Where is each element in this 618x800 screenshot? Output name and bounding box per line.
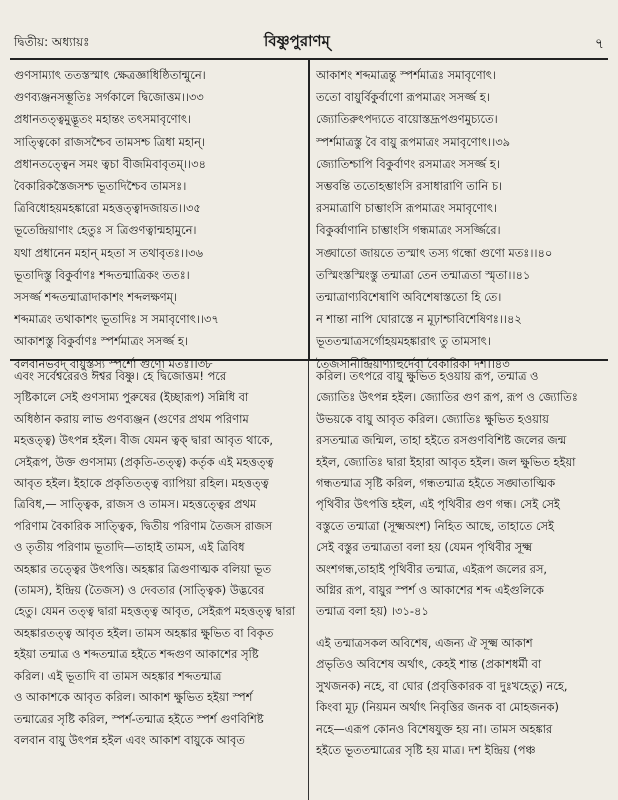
prose-line: ও আকাশকে আবৃত করিল। আকাশ ক্ষুভিত হইয়া স্পর্শ bbox=[14, 690, 253, 705]
prose-line: হেতু। যেমন তত্ত্ব দ্বারা মহত্তত্ত্ব আবৃত, সেইরূপ মহত্তত্ত্ব দ্বারা bbox=[14, 604, 296, 619]
verse-line: স্পর্শমাত্রস্তু বৈ বায়ু রূপমাত্রং সমাবৃণোৎ।।৩৯ bbox=[316, 134, 510, 149]
prose-line: নহে—এরূপ কোনও বিশেষযুক্ত হয় না। তামস অহঙ্কার bbox=[316, 721, 553, 736]
verse-line: জ্যোতিশ্চাপি বিকুর্বাণং রসমাত্রং সসর্জ্জ হ। bbox=[316, 156, 500, 171]
prose-line: এই তন্মাত্রসকল অবিশেষ, এজন্য ঐ সূক্ষ্ম আকাশ bbox=[316, 635, 533, 650]
verse-line: ন শান্তা নাপি ঘোরাস্তে ন মূঢ়াশ্চাবিশেষিণঃ।।৪২ bbox=[316, 312, 522, 327]
prose-line: করিল। এই ভূতাদি বা তামস অহঙ্কার শব্দতন্মাত্র bbox=[14, 668, 222, 683]
verse-line: সাত্ত্বিকো রাজসশ্চৈব তামসশ্চ ত্রিধা মহান্। bbox=[14, 134, 206, 149]
prose-line: তন্মাত্রের সৃষ্টি করিল, স্পর্শ-তন্মাত্র হইতে স্পর্শ গুণবিশিষ্ট bbox=[14, 711, 264, 726]
prose-line: অহঙ্কারতত্ত্ব আবৃত হইল। তামস অহঙ্কার ক্ষুভিত বা বিকৃত bbox=[14, 625, 274, 640]
prose-line: অধিষ্ঠান করায় লাভ গুণব্যঞ্জন (গুণের প্রথম পরিণাম bbox=[14, 411, 249, 426]
prose-line: উভয়কে বায়ু আবৃত করিল। জ্যোতিঃ ক্ষুভিত হওয়ায় bbox=[316, 411, 549, 426]
verse-line: জ্যোতিরুৎপদ্যতে বায়োস্তদ্রূপগুণমুচ্যতে। bbox=[316, 112, 498, 127]
commentary-right-column bbox=[316, 366, 612, 761]
prose-line: এবং সর্বেশ্বরেরও ঈশ্বর বিষ্ণু। হে দ্বিজোত্তম! পরে bbox=[14, 369, 227, 383]
verse-line: গুণসাম্যাৎ ততস্তস্মাৎ ক্ষেত্রজ্ঞাধিষ্ঠিতান্মুনে। bbox=[14, 68, 206, 82]
verse-line: গুণব্যঞ্জনসম্ভূতিঃ সর্গকালে দ্বিজোত্তম।।৩৩ bbox=[14, 90, 204, 105]
prose-line: কিংবা মূঢ় (নিয়মন অর্থাৎ নিবৃত্তির জনক বা মোহজনক) bbox=[316, 700, 559, 715]
prose-line: সুখজনক) নহে, বা ঘোর (প্রবৃত্তিকারক বা দুঃখহেতু) নহে, bbox=[316, 678, 568, 693]
verse-line: তৈজসানীন্দ্রিয়াণ্যাহুর্দেবা বৈকারিকা দশ।।৪৩ bbox=[316, 356, 510, 371]
verse-line: রসমাত্রাণি চাম্ভাংসি রূপমাত্রং সমাবৃণোৎ। bbox=[316, 201, 497, 216]
verse-line: আকাশস্তু বিকুর্বাণঃ স্পর্শমাত্রং সসর্জ্জ হ। bbox=[14, 334, 188, 349]
commentary-left-column bbox=[14, 366, 304, 751]
prose-line: হইল, জ্যোতিঃ দ্বারা ইহারা আবৃত হইল। জল ক্ষুভিত হইয়া bbox=[316, 454, 576, 469]
verse-line: আকাশং শব্দমাত্রন্তু স্পর্শমাত্রঃ সমাবৃণোৎ। bbox=[316, 68, 496, 82]
prose-line: জ্যোতিঃ উৎপন্ন হইল। জ্যোতির গুণ রূপ, রূপ ও জ্যোতিঃ bbox=[316, 390, 578, 405]
prose-line: বস্তুতে তন্মাত্রা (সূক্ষ্মঅংশ) নিহিত আছে, তাহাতে সেই bbox=[316, 518, 554, 533]
prose-line: অহঙ্কার তত্ত্বের উৎপত্তি। অহঙ্কার ত্রিগুণাত্মক বলিয়া ভূত bbox=[14, 561, 272, 576]
prose-column-divider bbox=[308, 361, 309, 800]
prose-line: তন্মাত্র বলা হয়) ।৩১-৪১ bbox=[316, 604, 429, 619]
verse-line: যথা প্রধানেন মহান্ মহতা স তথাবৃতঃ।।৩৬ bbox=[14, 245, 203, 260]
section-rule bbox=[10, 359, 608, 361]
verse-line: তস্মিংস্তস্মিংস্তু তন্মাত্রা তেন তন্মাত্রতা স্মৃতা।।৪১ bbox=[316, 267, 531, 282]
page-number: ৭ bbox=[594, 36, 604, 52]
verse-line: বিকুর্ব্বাণানি চাম্ভাংসি গন্ধমাত্রং সসর্জ্জিরে। bbox=[316, 223, 501, 238]
chapter-label: দ্বিতীয়: অধ্যায়ঃ bbox=[14, 35, 90, 49]
prose-line: বলবান বায়ু উৎপন্ন হইল এবং আকাশ বায়ুকে আবৃত bbox=[14, 732, 245, 747]
verse-line: ভূতাদিস্তু বিকুর্বাণঃ শব্দতন্মাত্রিকং ততঃ। bbox=[14, 267, 190, 282]
prose-line: প্রভৃতিও অবিশেষ অর্থাৎ, কেহই শান্ত (প্রকাশধর্মী বা bbox=[316, 657, 542, 672]
verses-right-column bbox=[316, 64, 610, 375]
prose-line: রসতন্মাত্র জন্মিল, তাহা হইতে রসগুণবিশিষ্ট জলের জন্ম bbox=[316, 433, 567, 448]
prose-line: মহত্তত্ত্ব) উৎপন্ন হইল। বীজ যেমন ত্বক্ দ্বারা আবৃত থাকে, bbox=[14, 433, 274, 448]
verse-line: তন্মাত্রাণ্যবিশেষাণি অবিশেষাস্ততো হি তে। bbox=[316, 290, 502, 305]
verse-line: সঙ্ঘাতো জায়তে তস্মাৎ তস্য গন্ধো গুণো মতঃ।।৪০ bbox=[316, 245, 553, 260]
prose-line: পৃথিবীর উৎপত্তি হইল, এই পৃথিবীর গুণ গন্ধ। সেই সেই bbox=[316, 497, 560, 512]
verse-line: ভূতেন্দ্রিয়াণাং হেতুঃ স ত্রিগুণত্বান্মহামুনে। bbox=[14, 223, 197, 238]
prose-line: ত্রিবিধ,— সাত্ত্বিক, রাজস ও তামস। মহত্তত্ত্বের প্রথম bbox=[14, 497, 257, 512]
verse-line: প্রধানতত্ত্বেন সমং ত্বচা বীজমিবাবৃতম্।।৩৪ bbox=[14, 156, 206, 171]
prose-line: হইতে ভূততন্মাত্রের সৃষ্টি হয় মাত্র। দশ ইন্দ্রিয় (পঞ্চ bbox=[316, 742, 536, 757]
verse-line: বলবানভবদ্ বায়ুস্তস্য স্পর্শো গুণো মতঃ।।৩৮ bbox=[14, 356, 213, 371]
verse-column-divider bbox=[308, 60, 310, 360]
verse-line: প্রধানতত্ত্বমুদ্ভূতং মহান্তং তৎসমাবৃণোৎ। bbox=[14, 112, 192, 127]
verse-line: শব্দমাত্রং তথাকাশং ভূতাদিঃ স সমাবৃণোৎ।।৩৭ bbox=[14, 312, 219, 327]
prose-line: (তামস), ইন্দ্রিয় (তৈজস) ও দেবতার (সাত্ত্বিক) উদ্ভবের bbox=[14, 583, 265, 598]
verse-line: ততো বায়ুর্বিকুর্বাণো রূপমাত্রং সসর্জ্জ হ। bbox=[316, 90, 490, 105]
book-title: বিষ্ণুপুরাণম্ bbox=[264, 32, 330, 50]
verse-line: ত্রিবিধোহয়মহঙ্কারো মহত্তত্ত্বাদজায়ত।।৩৫ bbox=[14, 201, 201, 216]
verse-line: সম্ভবন্তি ততোহম্ভাংসি রসাধারাণি তানি চ। bbox=[316, 179, 503, 194]
verse-line: সসর্জ্জ শব্দতন্মাত্রাদাকাশং শব্দলক্ষণম্। bbox=[14, 290, 178, 305]
paragraph-gap bbox=[316, 623, 612, 633]
prose-line: সেই বস্তুর তন্মাত্রতা বলা হয় (যেমন পৃথিবীর সূক্ষ্ম bbox=[316, 540, 533, 555]
prose-line: ও তৃতীয় পরিণাম ভূতাদি—তাহাই তামস, এই ত্রিবিধ bbox=[14, 540, 245, 555]
page-header bbox=[14, 30, 604, 56]
verses-left-column bbox=[14, 64, 304, 375]
prose-line: অগ্নির রূপ, বায়ুর স্পর্শ ও আকাশের শব্দ এইগুলিকে bbox=[316, 583, 544, 598]
prose-line: আবৃত হইল। ইহাকে প্রকৃতিতত্ত্ব ব্যাপিয়া রহিল। মহত্তত্ত্ব bbox=[14, 476, 269, 491]
verse-line: ভূততন্মাত্রসর্গোহয়মহঙ্কারাৎ তু তামসাৎ। bbox=[316, 334, 491, 349]
verse-line: বৈকারিকস্তৈজসশ্চ ভূতাদিশ্চৈব তামসঃ। bbox=[14, 179, 187, 194]
prose-line: গন্ধতন্মাত্র সৃষ্টি করিল, গন্ধতন্মাত্র হইতে সঙ্ঘাতাত্মিক bbox=[316, 476, 556, 491]
prose-line: সৃষ্টিকালে সেই গুণসাম্য পুরুষের (ইচ্ছারূপ) সন্নিধি বা bbox=[14, 390, 249, 405]
prose-line: সেইরূপ, উক্ত গুণসাম্য (প্রকৃতি-তত্ত্ব) কর্তৃক এই মহত্তত্ত্ব bbox=[14, 454, 274, 469]
prose-line: হইয়া তন্মাত্র ও শব্দতন্মাত্র হইতে শব্দগুণ আকাশের সৃষ্টি bbox=[14, 647, 259, 662]
prose-line: অংশগন্ধ,তাহাই পৃথিবীর তন্মাত্র, এইরূপ জলের রস, bbox=[316, 561, 548, 576]
prose-line: পরিণাম বৈকারিক সাত্ত্বিক, দ্বিতীয় পরিণাম তৈজস রাজস bbox=[14, 518, 273, 533]
prose-line: করিল। তৎপরে বায়ু ক্ষুভিত হওয়ায় রূপ, তন্মাত্র ও bbox=[316, 369, 539, 383]
